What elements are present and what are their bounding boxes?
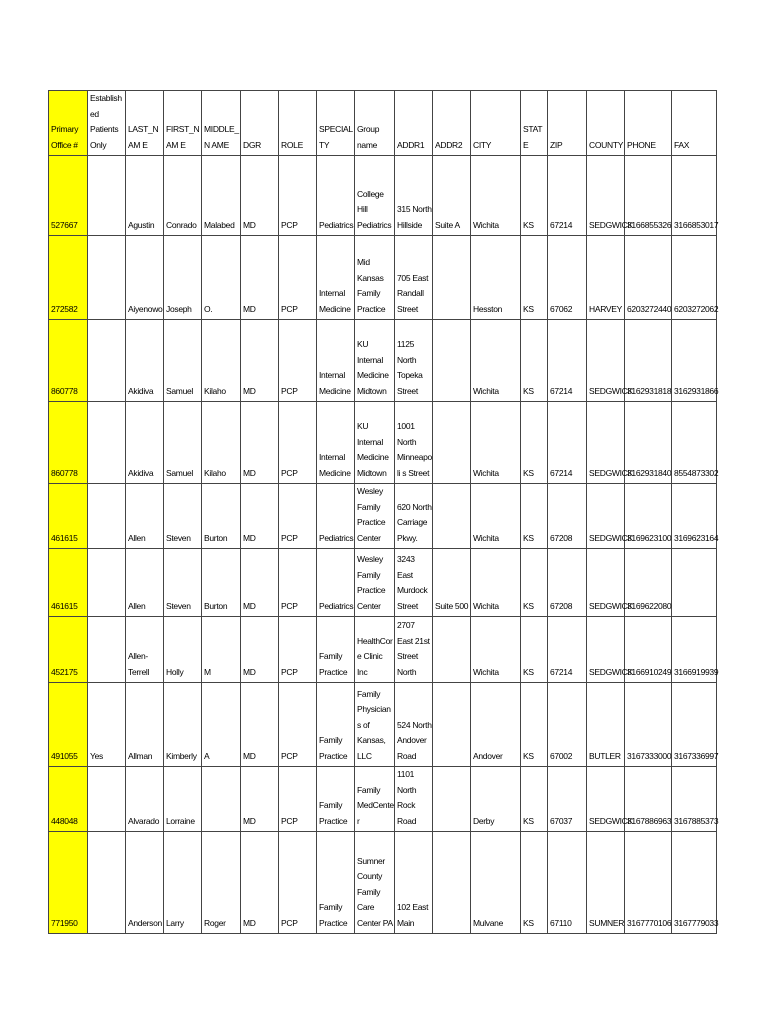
group-name-cell: Mid Kansas Family Practice: [355, 236, 395, 320]
group-name-cell: Family MedCenter: [355, 767, 395, 832]
specialty-header: SPECIALTY: [317, 91, 355, 156]
established-patients-cell: [88, 236, 126, 320]
addr1-cell: 315 North Hillside: [395, 156, 433, 236]
first-name-cell: Kimberly: [164, 683, 202, 767]
fax-cell: [672, 549, 717, 617]
group-name-header: Group name: [355, 91, 395, 156]
specialty-cell: Internal Medicine: [317, 320, 355, 402]
middle-name-cell: M: [202, 617, 241, 683]
established-patients-cell: [88, 320, 126, 402]
group-name-cell: Wesley Family Practice Center: [355, 484, 395, 549]
last-name-cell: Akidiva: [126, 402, 164, 484]
primary-office-cell: 491055: [49, 683, 88, 767]
table-row: [49, 832, 717, 934]
role-cell: PCP: [279, 236, 317, 320]
addr2-cell: [433, 683, 471, 767]
fax-cell: 3167885373: [672, 767, 717, 832]
fax-header: FAX: [672, 91, 717, 156]
phone-cell: 6203272440: [625, 236, 672, 320]
first-name-cell: Steven: [164, 484, 202, 549]
fax-cell: 3162931866: [672, 320, 717, 402]
addr2-cell: Suite A: [433, 156, 471, 236]
state-cell: KS: [521, 549, 548, 617]
middle-name-cell: Burton: [202, 484, 241, 549]
addr2-cell: [433, 832, 471, 934]
middle-name-cell: A: [202, 683, 241, 767]
city-cell: Wichita: [471, 156, 521, 236]
state-cell: KS: [521, 617, 548, 683]
role-cell: PCP: [279, 484, 317, 549]
phone-cell: 3166855326: [625, 156, 672, 236]
county-cell: SEDGWICK: [587, 549, 625, 617]
dgr-cell: MD: [241, 617, 279, 683]
last-name-cell: Alvarado: [126, 767, 164, 832]
city-cell: Andover: [471, 683, 521, 767]
last-name-cell: Allen-Terrell: [126, 617, 164, 683]
first-name-cell: Larry: [164, 832, 202, 934]
phone-cell: 3162931840: [625, 402, 672, 484]
zip-cell: 67110: [548, 832, 587, 934]
phone-cell: 3167770106: [625, 832, 672, 934]
zip-cell: 67214: [548, 402, 587, 484]
addr1-cell: 1101 North Rock Road: [395, 767, 433, 832]
state-header: STATE: [521, 91, 548, 156]
addr2-cell: [433, 236, 471, 320]
specialty-cell: Family Practice: [317, 767, 355, 832]
addr2-cell: [433, 617, 471, 683]
middle-name-cell: Kilaho: [202, 320, 241, 402]
county-cell: SEDGWICK: [587, 402, 625, 484]
state-cell: KS: [521, 320, 548, 402]
last-name-cell: Allman: [126, 683, 164, 767]
addr2-header: ADDR2: [433, 91, 471, 156]
primary-office-cell: 527667: [49, 156, 88, 236]
fax-cell: 3166853017: [672, 156, 717, 236]
last-name-cell: Allen: [126, 484, 164, 549]
county-cell: BUTLER: [587, 683, 625, 767]
city-cell: Derby: [471, 767, 521, 832]
phone-cell: 3169623100: [625, 484, 672, 549]
state-cell: KS: [521, 484, 548, 549]
city-cell: Hesston: [471, 236, 521, 320]
primary-office-cell: 272582: [49, 236, 88, 320]
county-cell: SEDGWICK: [587, 156, 625, 236]
first-name-header: FIRST_NAM E: [164, 91, 202, 156]
header-row: [49, 91, 717, 156]
addr1-cell: 102 East Main: [395, 832, 433, 934]
role-cell: PCP: [279, 156, 317, 236]
role-header: ROLE: [279, 91, 317, 156]
table-row: [49, 320, 717, 402]
group-name-cell: HealthCore Clinic Inc: [355, 617, 395, 683]
table-row: [49, 617, 717, 683]
zip-cell: 67208: [548, 484, 587, 549]
addr1-cell: 1125 North Topeka Street: [395, 320, 433, 402]
middle-name-cell: [202, 767, 241, 832]
primary-office-cell: 452175: [49, 617, 88, 683]
group-name-cell: Family Physicians of Kansas, LLC: [355, 683, 395, 767]
dgr-cell: MD: [241, 236, 279, 320]
role-cell: PCP: [279, 549, 317, 617]
state-cell: KS: [521, 683, 548, 767]
primary-office-cell: 860778: [49, 320, 88, 402]
fax-cell: 3167336997: [672, 683, 717, 767]
fax-cell: 3167779033: [672, 832, 717, 934]
dgr-cell: MD: [241, 320, 279, 402]
role-cell: PCP: [279, 320, 317, 402]
state-cell: KS: [521, 767, 548, 832]
zip-cell: 67208: [548, 549, 587, 617]
city-cell: Wichita: [471, 617, 521, 683]
dgr-cell: MD: [241, 402, 279, 484]
county-header: COUNTY: [587, 91, 625, 156]
established-patients-cell: [88, 832, 126, 934]
state-cell: KS: [521, 236, 548, 320]
first-name-cell: Joseph: [164, 236, 202, 320]
established-patients-cell: [88, 767, 126, 832]
specialty-cell: Pediatrics: [317, 484, 355, 549]
county-cell: SEDGWICK: [587, 484, 625, 549]
group-name-cell: KU Internal Medicine Midtown: [355, 320, 395, 402]
zip-cell: 67002: [548, 683, 587, 767]
specialty-cell: Family Practice: [317, 617, 355, 683]
fax-cell: 3166919939: [672, 617, 717, 683]
addr2-cell: Suite 500: [433, 549, 471, 617]
county-cell: HARVEY: [587, 236, 625, 320]
addr1-cell: 705 East Randall Street: [395, 236, 433, 320]
zip-cell: 67214: [548, 617, 587, 683]
dgr-header: DGR: [241, 91, 279, 156]
middle-name-cell: Burton: [202, 549, 241, 617]
county-cell: SEDGWICK: [587, 617, 625, 683]
table-row: [49, 683, 717, 767]
addr2-cell: [433, 767, 471, 832]
specialty-cell: Internal Medicine: [317, 402, 355, 484]
zip-cell: 67214: [548, 320, 587, 402]
state-cell: KS: [521, 832, 548, 934]
specialty-cell: Family Practice: [317, 832, 355, 934]
city-cell: Wichita: [471, 320, 521, 402]
established-patients-cell: [88, 156, 126, 236]
phone-cell: 3166910249: [625, 617, 672, 683]
addr1-cell: 1001 North Minneapoli s Street: [395, 402, 433, 484]
fax-cell: 6203272062: [672, 236, 717, 320]
middle-name-header: MIDDLE_N AME: [202, 91, 241, 156]
city-cell: Wichita: [471, 549, 521, 617]
provider-table: [48, 90, 717, 934]
established-patients-cell: [88, 617, 126, 683]
phone-header: PHONE: [625, 91, 672, 156]
middle-name-cell: O.: [202, 236, 241, 320]
dgr-cell: MD: [241, 767, 279, 832]
table-row: [49, 402, 717, 484]
role-cell: PCP: [279, 832, 317, 934]
role-cell: PCP: [279, 683, 317, 767]
county-cell: SEDGWICK: [587, 767, 625, 832]
addr1-cell: 2707 East 21st Street North: [395, 617, 433, 683]
phone-cell: 3167886963: [625, 767, 672, 832]
established-patients-cell: [88, 549, 126, 617]
phone-cell: 3167333000: [625, 683, 672, 767]
primary-office-header: Primary Office #: [49, 91, 88, 156]
dgr-cell: MD: [241, 156, 279, 236]
table-row: [49, 236, 717, 320]
zip-cell: 67062: [548, 236, 587, 320]
specialty-cell: Pediatrics: [317, 156, 355, 236]
dgr-cell: MD: [241, 832, 279, 934]
last-name-cell: Akidiva: [126, 320, 164, 402]
addr1-cell: 524 North Andover Road: [395, 683, 433, 767]
specialty-cell: Pediatrics: [317, 549, 355, 617]
county-cell: SUMNER: [587, 832, 625, 934]
city-cell: Mulvane: [471, 832, 521, 934]
dgr-cell: MD: [241, 549, 279, 617]
middle-name-cell: Malabed: [202, 156, 241, 236]
state-cell: KS: [521, 156, 548, 236]
primary-office-cell: 771950: [49, 832, 88, 934]
city-cell: Wichita: [471, 402, 521, 484]
zip-cell: 67214: [548, 156, 587, 236]
established-patients-cell: Yes: [88, 683, 126, 767]
primary-office-cell: 860778: [49, 402, 88, 484]
first-name-cell: Holly: [164, 617, 202, 683]
first-name-cell: Lorraine: [164, 767, 202, 832]
last-name-cell: Aiyenowo: [126, 236, 164, 320]
last-name-cell: Allen: [126, 549, 164, 617]
addr1-header: ADDR1: [395, 91, 433, 156]
role-cell: PCP: [279, 402, 317, 484]
primary-office-cell: 448048: [49, 767, 88, 832]
addr2-cell: [433, 402, 471, 484]
addr2-cell: [433, 484, 471, 549]
first-name-cell: Samuel: [164, 320, 202, 402]
state-cell: KS: [521, 402, 548, 484]
fax-cell: 3169623164: [672, 484, 717, 549]
group-name-cell: College Hill Pediatrics: [355, 156, 395, 236]
addr1-cell: 3243 East Murdock Street: [395, 549, 433, 617]
established-patients-header: Established Patients Only: [88, 91, 126, 156]
county-cell: SEDGWICK: [587, 320, 625, 402]
specialty-cell: Family Practice: [317, 683, 355, 767]
city-header: CITY: [471, 91, 521, 156]
phone-cell: 3162931818: [625, 320, 672, 402]
middle-name-cell: Roger: [202, 832, 241, 934]
table-row: [49, 156, 717, 236]
addr1-cell: 620 North Carriage Pkwy.: [395, 484, 433, 549]
primary-office-cell: 461615: [49, 549, 88, 617]
city-cell: Wichita: [471, 484, 521, 549]
zip-cell: 67037: [548, 767, 587, 832]
addr2-cell: [433, 320, 471, 402]
primary-office-cell: 461615: [49, 484, 88, 549]
established-patients-cell: [88, 484, 126, 549]
zip-header: ZIP: [548, 91, 587, 156]
established-patients-cell: [88, 402, 126, 484]
role-cell: PCP: [279, 767, 317, 832]
last-name-cell: Agustin: [126, 156, 164, 236]
group-name-cell: Wesley Family Practice Center: [355, 549, 395, 617]
dgr-cell: MD: [241, 484, 279, 549]
group-name-cell: Sumner County Family Care Center PA: [355, 832, 395, 934]
last-name-cell: Anderson: [126, 832, 164, 934]
table-row: [49, 549, 717, 617]
dgr-cell: MD: [241, 683, 279, 767]
group-name-cell: KU Internal Medicine Midtown: [355, 402, 395, 484]
table-row: [49, 767, 717, 832]
specialty-cell: Internal Medicine: [317, 236, 355, 320]
phone-cell: 3169622080: [625, 549, 672, 617]
first-name-cell: Samuel: [164, 402, 202, 484]
table-row: [49, 484, 717, 549]
last-name-header: LAST_NAM E: [126, 91, 164, 156]
role-cell: PCP: [279, 617, 317, 683]
fax-cell: 8554873302: [672, 402, 717, 484]
middle-name-cell: Kilaho: [202, 402, 241, 484]
first-name-cell: Conrado: [164, 156, 202, 236]
first-name-cell: Steven: [164, 549, 202, 617]
